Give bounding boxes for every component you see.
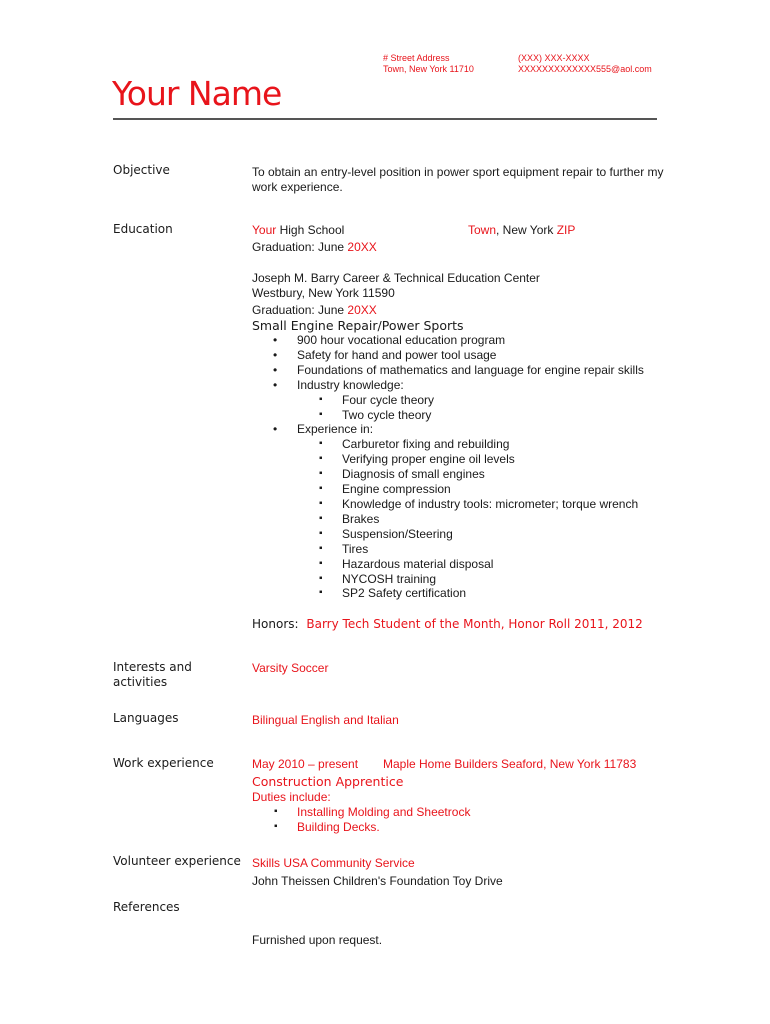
list-item: ▪ NYCOSH training <box>297 572 644 587</box>
school1-name <box>252 223 344 238</box>
volunteer-line1: Skills USA Community Service <box>252 856 415 870</box>
list-item: ▪ Building Decks. <box>252 820 470 835</box>
list-item: • 900 hour vocational education program <box>252 333 644 348</box>
list-item <box>252 378 644 423</box>
contact-block <box>518 53 652 75</box>
list-item: • Foundations of mathematics and language for engine repair skills <box>252 363 644 378</box>
volunteer-label: Volunteer experience <box>113 854 241 868</box>
grad1-label: Graduation: June <box>252 240 348 254</box>
work-label: Work experience <box>113 756 214 770</box>
list-item: ▪ SP2 Safety certification <box>297 586 644 601</box>
address-line-2: Town, New York 11710 <box>383 64 474 74</box>
honors <box>252 617 643 632</box>
school2-graduation <box>252 303 377 318</box>
list-item: ▪ Two cycle theory <box>297 408 644 423</box>
interests-text: Varsity Soccer <box>252 661 329 675</box>
grad2-year: 20XX <box>347 303 377 317</box>
list-item: ▪ Installing Molding and Sheetrock <box>252 805 470 820</box>
grad1-year: 20XX <box>347 240 377 254</box>
list-item: ▪ Verifying proper engine oil levels <box>297 452 644 467</box>
header-rule <box>113 118 657 120</box>
program-title: Small Engine Repair/Power Sports <box>252 318 464 333</box>
list-item: ▪ Hazardous material disposal <box>297 557 644 572</box>
school1-state: , New York <box>496 223 557 237</box>
languages-label: Languages <box>113 711 179 725</box>
interests-label <box>113 660 192 690</box>
list-item: ▪ Knowledge of industry tools: micrometer; torque wrench <box>297 497 644 512</box>
school2-name: Joseph M. Barry Career & Technical Education Center <box>252 271 540 285</box>
list-item: ▪ Carburetor fixing and rebuilding <box>297 437 644 452</box>
work-dates: May 2010 – present <box>252 757 359 771</box>
references-label: References <box>113 900 180 914</box>
school1-town: Town <box>468 223 497 237</box>
list-item: ▪ Four cycle theory <box>297 393 644 408</box>
volunteer-line2: John Theissen Children's Foundation Toy Drive <box>252 874 503 888</box>
program-details <box>252 333 644 601</box>
address-block <box>383 53 474 75</box>
references-text: Furnished upon request. <box>252 933 383 947</box>
grad2-label: Graduation: June <box>252 303 348 317</box>
experience-in-label: Experience in: <box>297 422 374 437</box>
interests-label-line2: activities <box>113 675 168 689</box>
honors-label: Honors: <box>252 617 299 631</box>
school1-your: Your <box>252 223 277 237</box>
list-item <box>252 422 644 601</box>
school1-name-text: High School <box>276 223 345 237</box>
school1-zip: ZIP <box>556 223 576 237</box>
objective-text: To obtain an entry-level position in power sport equipment repair to further my work experience. <box>252 165 664 194</box>
email: XXXXXXXXXXXXX555@aol.com <box>518 64 652 74</box>
address-line-1: # Street Address <box>383 53 450 63</box>
honors-text: Barry Tech Student of the Month, Honor Roll 2011, 2012 <box>306 617 643 631</box>
interests-label-line1: Interests and <box>113 660 192 674</box>
school1-graduation <box>252 240 377 255</box>
list-item: ▪ Engine compression <box>297 482 644 497</box>
objective-label: Objective <box>113 163 170 177</box>
duties-list <box>252 805 470 835</box>
languages-text: Bilingual English and Italian <box>252 713 399 727</box>
school2-city: Westbury, New York 11590 <box>252 286 395 300</box>
list-item: ▪ Diagnosis of small engines <box>297 467 644 482</box>
list-item: ▪ Tires <box>297 542 644 557</box>
list-item: ▪ Suspension/Steering <box>297 527 644 542</box>
list-item: • Safety for hand and power tool usage <box>252 348 644 363</box>
candidate-name: Your Name <box>112 74 282 113</box>
school1-location <box>468 223 575 238</box>
phone: (XXX) XXX-XXXX <box>518 53 590 63</box>
list-item: ▪ Brakes <box>297 512 644 527</box>
education-label: Education <box>113 222 173 236</box>
work-title: Construction Apprentice <box>252 774 404 789</box>
industry-knowledge-label: Industry knowledge: <box>297 377 404 392</box>
work-employer: Maple Home Builders Seaford, New York 11783 <box>383 757 637 771</box>
duties-label: Duties include: <box>252 790 331 804</box>
